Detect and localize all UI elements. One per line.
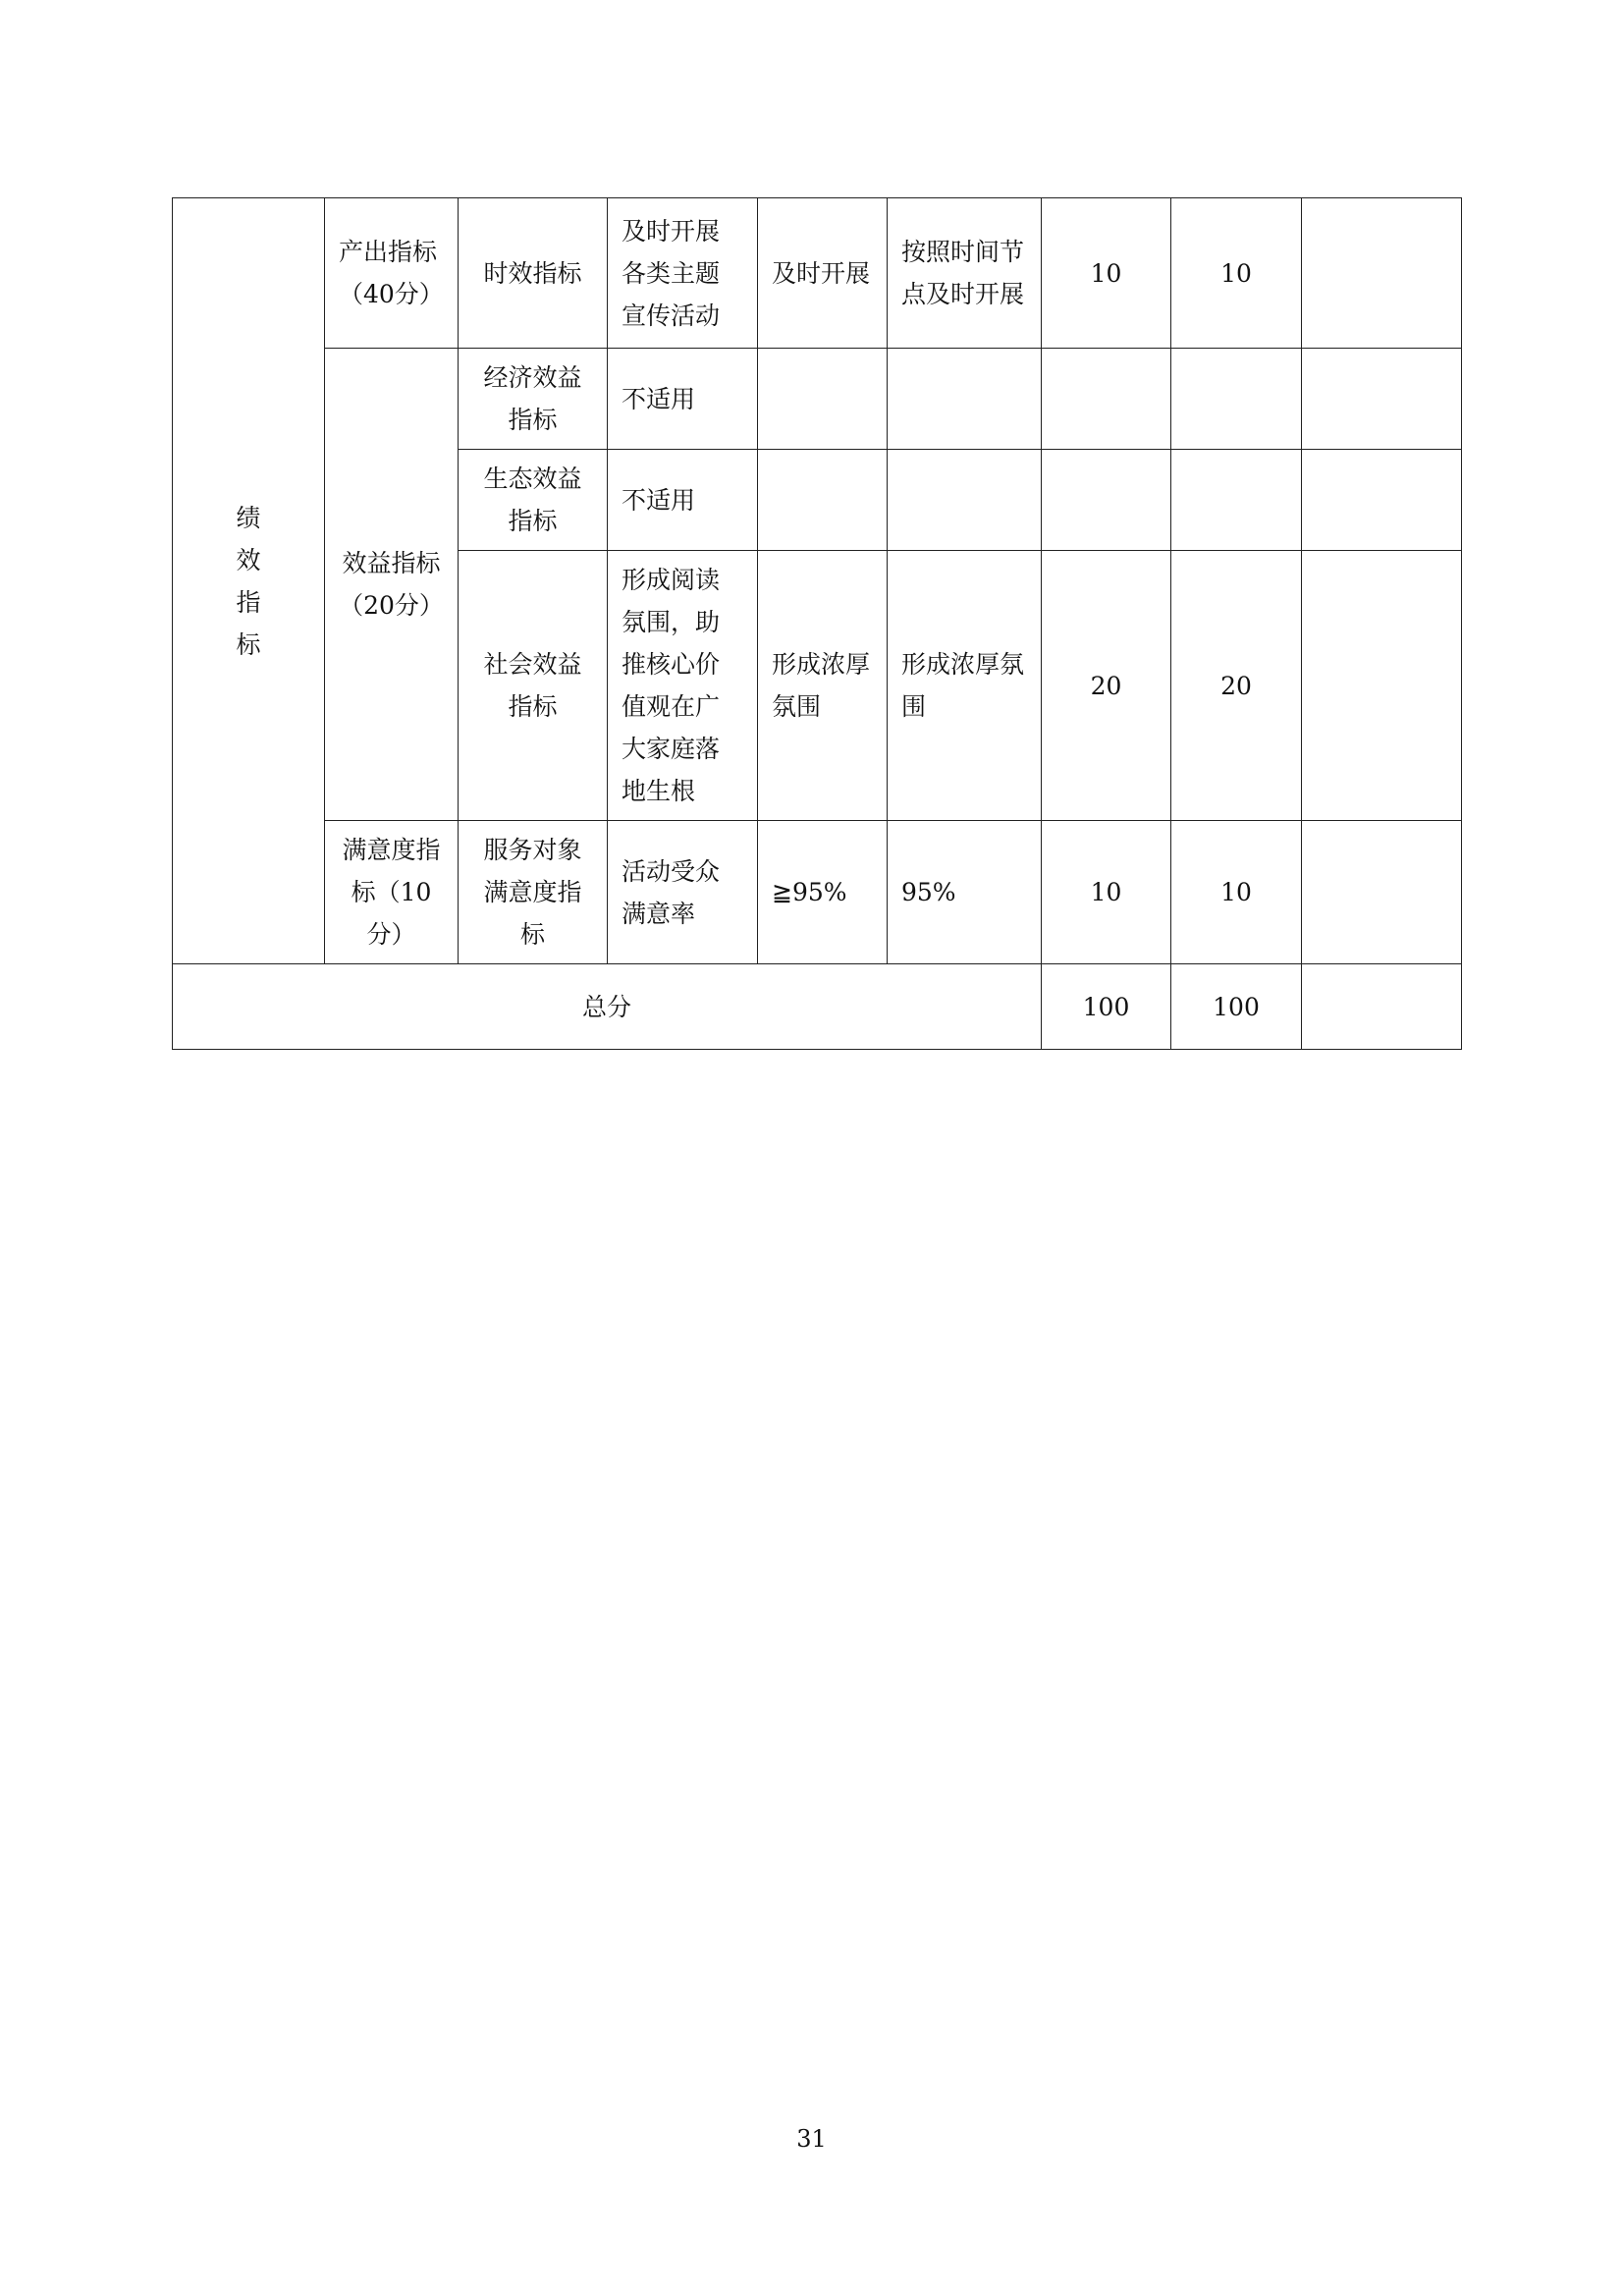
output-level1-cell: 产出指标（40分） (325, 198, 459, 349)
social-score-cell: 20 (1171, 551, 1302, 821)
ecological-level2-cell: 生态效益指标 (459, 450, 608, 551)
social-actual-cell: 形成浓厚氛围 (888, 551, 1042, 821)
empty-cell (888, 450, 1042, 551)
satisfaction-indicator-cell: 活动受众满意率 (608, 821, 758, 964)
output-target-cell: 及时开展 (758, 198, 888, 349)
satisfaction-actual-cell: 95% (888, 821, 1042, 964)
empty-cell (1042, 450, 1171, 551)
economic-indicator-cell: 不适用 (608, 349, 758, 450)
total-label-cell: 总分 (173, 964, 1042, 1050)
empty-cell (1302, 349, 1462, 450)
output-level2-cell: 时效指标 (459, 198, 608, 349)
output-score-cell: 10 (1171, 198, 1302, 349)
satisfaction-level1-cell: 满意度指标（10分） (325, 821, 459, 964)
empty-cell (888, 349, 1042, 450)
social-weight-cell: 20 (1042, 551, 1171, 821)
empty-cell (758, 450, 888, 551)
social-level2-cell: 社会效益指标 (459, 551, 608, 821)
benefit-level1-cell: 效益指标（20分） (325, 349, 459, 821)
output-note-cell (1302, 198, 1462, 349)
social-target-cell: 形成浓厚氛围 (758, 551, 888, 821)
table-row (173, 349, 1462, 450)
total-score-cell: 100 (1171, 964, 1302, 1050)
table-row (173, 821, 1462, 964)
ecological-indicator-cell: 不适用 (608, 450, 758, 551)
empty-cell (1171, 450, 1302, 551)
social-indicator-cell: 形成阅读氛围，助推核心价值观在广大家庭落地生根 (608, 551, 758, 821)
empty-cell (1302, 964, 1462, 1050)
satisfaction-weight-cell: 10 (1042, 821, 1171, 964)
total-weight-cell: 100 (1042, 964, 1171, 1050)
empty-cell (758, 349, 888, 450)
satisfaction-score-cell: 10 (1171, 821, 1302, 964)
table-row (173, 964, 1462, 1050)
empty-cell (1171, 349, 1302, 450)
category-cell (173, 198, 325, 964)
satisfaction-target-cell: ≧95% (758, 821, 888, 964)
empty-cell (1302, 450, 1462, 551)
category-label: 绩效指标 (236, 503, 261, 659)
empty-cell (1042, 349, 1171, 450)
output-indicator-cell: 及时开展各类主题宣传活动 (608, 198, 758, 349)
table-row (173, 198, 1462, 349)
output-weight-cell: 10 (1042, 198, 1171, 349)
satisfaction-level2-cell: 服务对象满意度指标 (459, 821, 608, 964)
output-actual-cell: 按照时间节点及时开展 (888, 198, 1042, 349)
empty-cell (1302, 551, 1462, 821)
page-number: 31 (796, 2125, 827, 2153)
empty-cell (1302, 821, 1462, 964)
performance-table (172, 197, 1462, 1050)
economic-level2-cell: 经济效益指标 (459, 349, 608, 450)
